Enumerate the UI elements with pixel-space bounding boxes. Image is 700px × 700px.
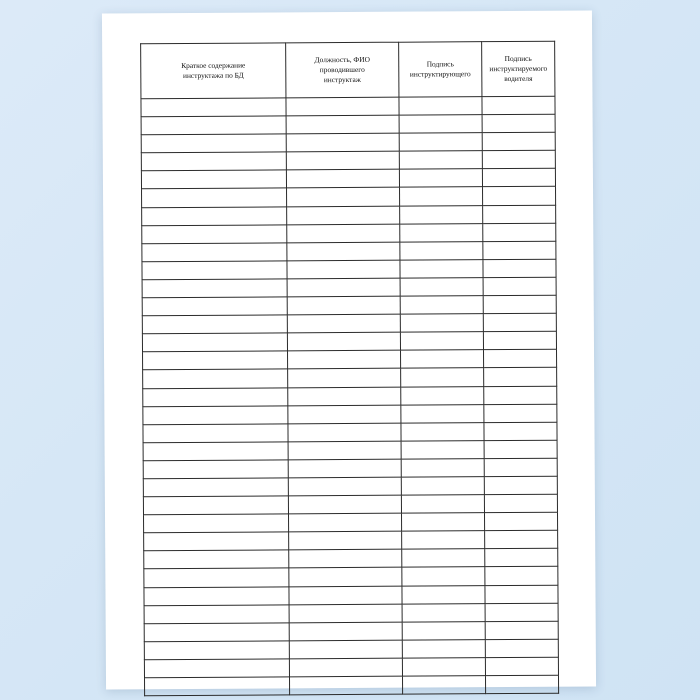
table-cell[interactable] [144,623,289,642]
table-cell[interactable] [400,296,483,315]
table-container [140,41,558,697]
table-cell[interactable] [482,151,555,170]
table-cell[interactable] [485,603,558,622]
table-cell[interactable] [485,639,558,658]
table-cell[interactable] [483,187,556,206]
table-cell[interactable] [144,550,289,569]
table-cell[interactable] [484,440,557,459]
table-cell[interactable] [141,134,286,153]
column-header-instructor-position-name [286,42,399,98]
column-header-instructor-signature [399,42,482,98]
table-cell[interactable] [400,187,483,206]
table-cell[interactable] [402,567,485,586]
column-header-instructor-position-name-label: Должность, ФИО проводившего инструктаж [314,54,370,85]
table-cell[interactable] [142,261,287,280]
table-cell[interactable] [289,531,402,550]
column-header-driver-signature-label: Подпись инструктируемого водителя [489,53,548,84]
table-cell[interactable] [289,568,402,587]
table-cell[interactable] [288,369,401,388]
table-cell[interactable] [400,241,483,260]
table-cell[interactable] [485,549,558,568]
table-cell[interactable] [402,621,485,640]
table-cell[interactable] [141,98,286,117]
table-cell[interactable] [482,114,555,133]
table-cell[interactable] [485,657,558,676]
table-cell[interactable] [484,458,557,477]
table-cell[interactable] [289,658,402,677]
table-cell[interactable] [143,405,288,424]
table-cell[interactable] [288,477,401,496]
table-cell[interactable] [401,477,484,496]
table-cell[interactable] [289,622,402,641]
table-cell[interactable] [143,387,288,406]
table-cell[interactable] [144,659,289,678]
table-cell[interactable] [484,368,557,387]
table-cell[interactable] [402,549,485,568]
table-row[interactable] [144,675,558,696]
table-cell[interactable] [400,314,483,333]
table-cell[interactable] [402,531,485,550]
table-cell[interactable] [287,296,400,315]
table-cell[interactable] [144,641,289,660]
table-cell[interactable] [484,494,557,513]
paper-sheet [102,11,596,690]
table-cell[interactable] [287,260,400,279]
table-cell[interactable] [482,169,555,188]
table-cell[interactable] [289,550,402,569]
table-cell[interactable] [399,115,482,134]
table-cell[interactable] [286,133,399,152]
table-cell[interactable] [482,132,555,151]
table-header-row [141,41,555,99]
table-cell[interactable] [288,350,401,369]
table-cell[interactable] [144,604,289,623]
table-cell[interactable] [143,351,288,370]
table-cell[interactable] [142,243,287,262]
table-cell[interactable] [288,495,401,514]
table-cell[interactable] [402,676,485,695]
table-cell[interactable] [400,205,483,224]
table-cell[interactable] [143,369,288,388]
table-cell[interactable] [484,476,557,495]
table-cell[interactable] [289,586,402,605]
table-cell[interactable] [143,460,288,479]
table-cell[interactable] [143,496,288,515]
table-cell[interactable] [143,442,288,461]
table-cell[interactable] [482,96,555,115]
table-cell[interactable] [484,422,557,441]
table-cell[interactable] [288,405,401,424]
table-cell[interactable] [141,152,286,171]
table-cell[interactable] [142,297,287,316]
table-header [141,41,555,99]
table-cell[interactable] [483,241,556,260]
column-header-brief-content [141,43,286,99]
table-cell[interactable] [483,259,556,278]
table-cell[interactable] [401,350,484,369]
table-cell[interactable] [483,223,556,242]
table-cell[interactable] [483,313,556,332]
table-cell[interactable] [142,315,287,334]
table-cell[interactable] [143,424,288,443]
table-cell[interactable] [484,512,557,531]
table-cell[interactable] [485,621,558,640]
table-cell[interactable] [286,97,399,116]
table-cell[interactable] [144,677,289,696]
table-cell[interactable] [484,386,557,405]
table-cell[interactable] [399,169,482,188]
table-cell[interactable] [144,586,289,605]
column-header-instructor-signature-label: Подпись инструктирующего [409,59,471,79]
table-cell[interactable] [289,676,402,695]
table-cell[interactable] [287,332,400,351]
table-cell[interactable] [400,332,483,351]
table-cell[interactable] [142,188,287,207]
table-cell[interactable] [485,585,558,604]
column-header-driver-signature [482,41,555,96]
table-cell[interactable] [289,513,402,532]
table-cell[interactable] [287,314,400,333]
table-cell[interactable] [144,532,289,551]
table-cell[interactable] [288,387,401,406]
table-cell[interactable] [289,640,402,659]
instruction-log-table [140,41,559,697]
table-cell[interactable] [402,585,485,604]
table-cell[interactable] [483,331,556,350]
table-cell[interactable] [400,278,483,297]
table-cell[interactable] [485,530,558,549]
table-cell[interactable] [286,151,399,170]
table-cell[interactable] [399,97,482,116]
table-cell[interactable] [484,350,557,369]
table-cell[interactable] [485,567,558,586]
table-cell[interactable] [401,368,484,387]
table-cell[interactable] [483,277,556,296]
table-cell[interactable] [287,224,400,243]
table-cell[interactable] [401,495,484,514]
table-cell[interactable] [400,223,483,242]
table-cell[interactable] [402,603,485,622]
table-cell[interactable] [286,115,399,134]
table-cell[interactable] [144,568,289,587]
table-cell[interactable] [142,279,287,298]
table-cell[interactable] [483,205,556,224]
table-cell[interactable] [142,225,287,244]
table-cell[interactable] [144,514,289,533]
table-cell[interactable] [289,604,402,623]
table-cell[interactable] [287,242,400,261]
table-cell[interactable] [287,278,400,297]
table-cell[interactable] [288,459,401,478]
table-cell[interactable] [141,116,286,135]
table-cell[interactable] [288,423,401,442]
table-cell[interactable] [400,260,483,279]
table-cell[interactable] [399,133,482,152]
table-cell[interactable] [401,386,484,405]
table-cell[interactable] [401,440,484,459]
table-cell[interactable] [401,422,484,441]
table-cell[interactable] [141,170,286,189]
table-cell[interactable] [402,639,485,658]
table-cell[interactable] [483,295,556,314]
column-header-brief-content-label: Краткое содержание инструктажа по БД [181,60,246,81]
table-cell[interactable] [401,459,484,478]
table-cell[interactable] [399,151,482,170]
table-cell[interactable] [287,206,400,225]
table-body [141,96,559,696]
table-cell[interactable] [401,513,484,532]
table-cell[interactable] [287,188,400,207]
table-cell[interactable] [142,333,287,352]
table-cell[interactable] [401,404,484,423]
table-cell[interactable] [143,478,288,497]
table-cell[interactable] [485,675,558,694]
table-cell[interactable] [402,658,485,677]
table-cell[interactable] [484,404,557,423]
table-cell[interactable] [142,206,287,225]
table-cell[interactable] [288,441,401,460]
table-cell[interactable] [286,170,399,189]
